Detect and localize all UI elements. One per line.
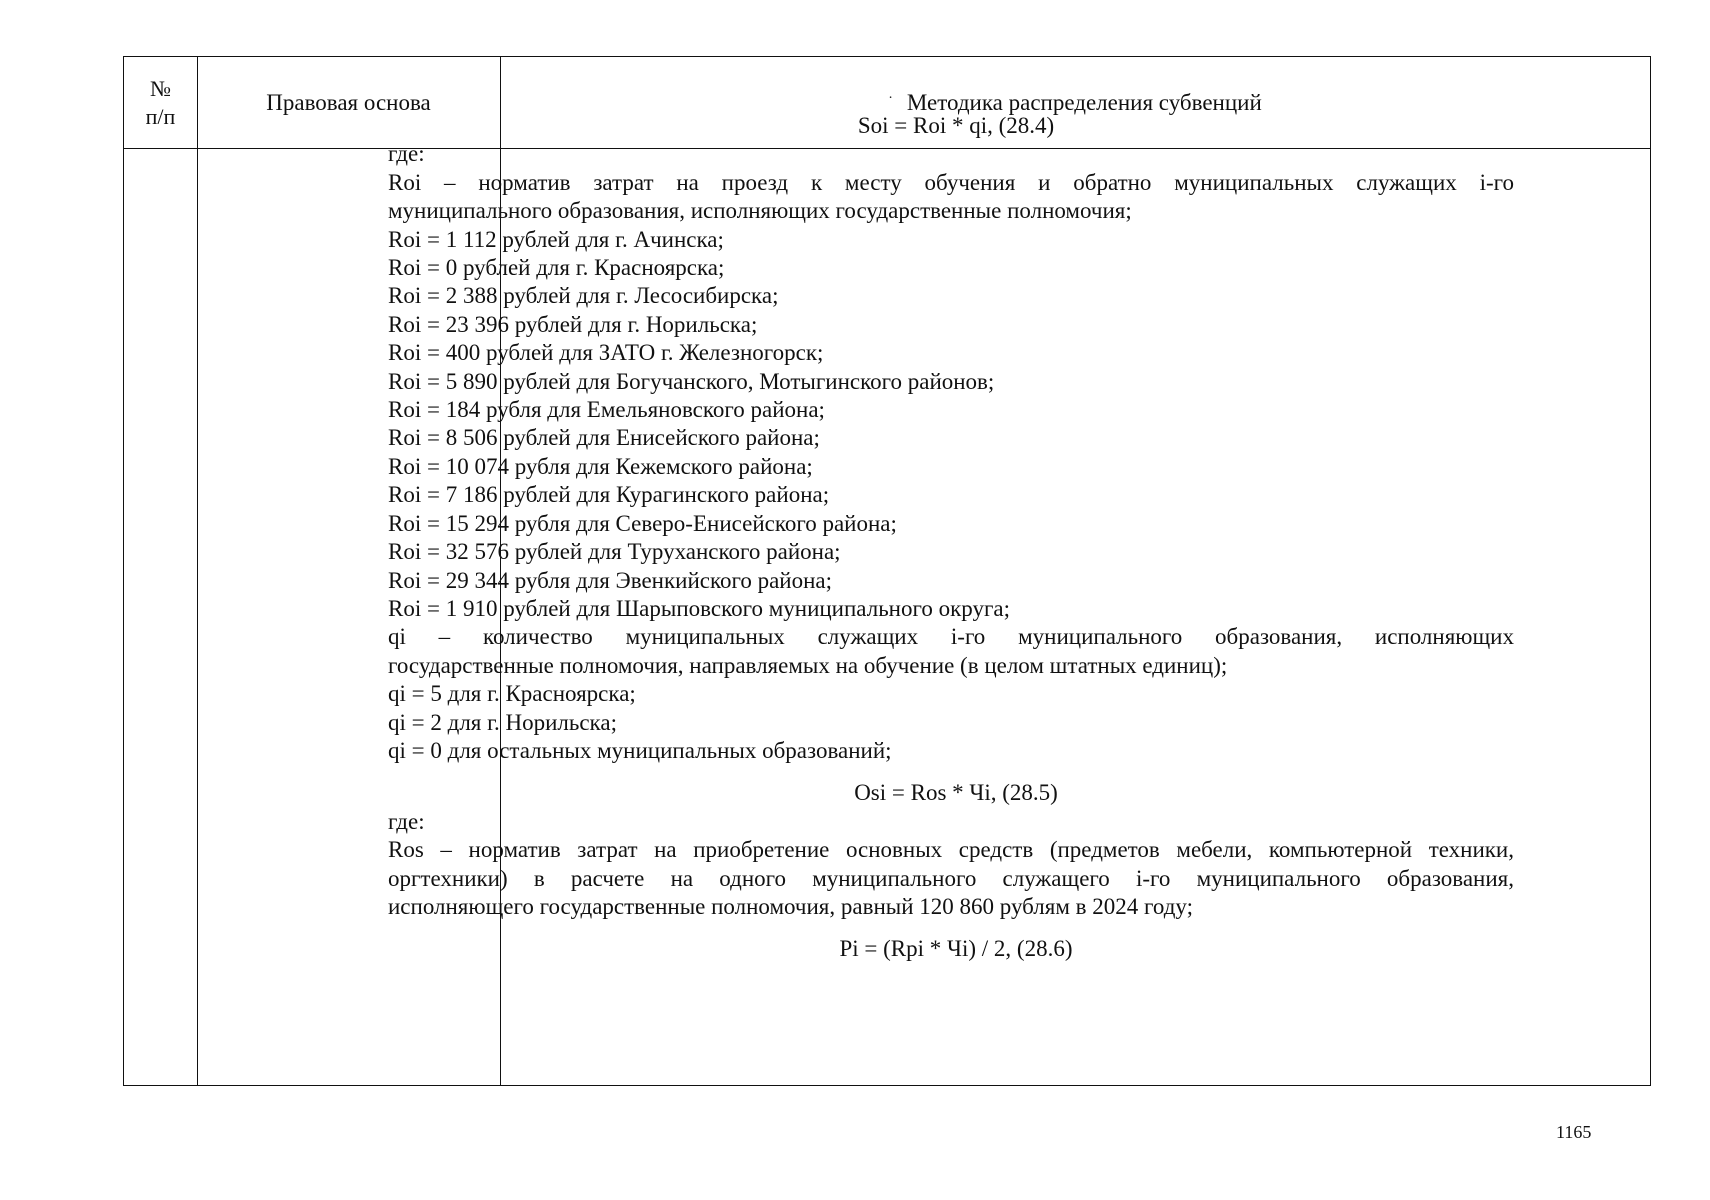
roi-value-line: Roi = 32 576 рублей для Туруханского района; — [388, 539, 841, 565]
header-number-symbol: № — [149, 76, 171, 101]
roi-definition-cont: муниципального образования, исполняющих государственные полномочия; — [388, 198, 1132, 224]
qi-definition-cont: государственные полномочия, направляемых на обучение (в целом штатных единиц); — [388, 652, 1228, 678]
roi-value-line: Roi = 5 890 рублей для Богучанского, Мотыгинского районов; — [388, 368, 995, 394]
ros-definition-line-2: оргтехники) в расчете на одного муниципального служащего i-го муниципального образования, — [388, 865, 1514, 891]
formula-28-6: Pi = (Rpi * Чi) / 2, (28.6) — [839, 936, 1073, 962]
roi-value-line: Roi = 184 рубля для Емельяновского района; — [388, 397, 825, 423]
column-divider-1 — [197, 57, 198, 1085]
header-method-marker: · — [888, 91, 893, 106]
roi-definition: Roi – норматив затрат на проезд к месту обучения и обратно муниципальных служащих i-го — [388, 169, 1514, 195]
header-legal-basis: Правовая основа — [266, 90, 431, 115]
qi-definition: qi – количество муниципальных служащих i-го муниципального образования, исполняющих — [388, 624, 1514, 650]
roi-value-line: Roi = 23 396 рублей для г. Норильска; — [388, 311, 758, 337]
roi-value-line: Roi = 29 344 рубля для Эвенкийского района; — [388, 567, 833, 593]
header-number-cell — [124, 57, 197, 149]
method-content-cell — [388, 112, 1514, 964]
roi-value-line: Roi = 400 рублей для ЗАТО г. Железногорск; — [388, 340, 824, 366]
where-label-1: где: — [388, 141, 425, 167]
roi-value-line: Roi = 7 186 рублей для Курагинского района; — [388, 482, 830, 508]
spacer — [388, 765, 1514, 779]
qi-value-line: qi = 5 для г. Красноярска; — [388, 681, 636, 707]
roi-value-line: Roi = 1 112 рублей для г. Ачинска; — [388, 226, 724, 252]
formula-28-4: Soi = Roi * qi, (28.4) — [857, 113, 1055, 138]
formula-28-5: Osi = Ros * Чi, (28.5) — [854, 780, 1058, 806]
qi-value-line: qi = 2 для г. Норильска; — [388, 709, 617, 735]
qi-value-line: qi = 0 для остальных муниципальных образований; — [388, 737, 892, 763]
roi-value-line: Roi = 2 388 рублей для г. Лесосибирска; — [388, 283, 779, 309]
roi-value-line: Roi = 15 294 рубля для Северо-Енисейского района; — [388, 510, 897, 536]
ros-definition-line-1: Ros – норматив затрат на приобретение основных средств (предметов мебели, компьютерной техники, — [388, 837, 1514, 863]
roi-value-line: Roi = 8 506 рублей для Енисейского района; — [388, 425, 820, 451]
header-method-title: Методика распределения субвенций — [906, 90, 1262, 115]
where-label-2: где: — [388, 808, 425, 834]
ros-definition-line-3: исполняющего государственные полномочия, равный 120 860 рублям в 2024 году; — [388, 893, 1194, 919]
roi-value-line: Roi = 10 074 рубля для Кежемского района; — [388, 453, 813, 479]
roi-value-line: Roi = 0 рублей для г. Красноярска; — [388, 255, 725, 281]
page-number: 1165 — [1556, 1122, 1592, 1142]
header-number-abbr: п/п — [145, 104, 176, 129]
spacer — [388, 921, 1514, 935]
roi-value-line: Roi = 1 910 рублей для Шарыповского муниципального округа; — [388, 595, 1010, 621]
